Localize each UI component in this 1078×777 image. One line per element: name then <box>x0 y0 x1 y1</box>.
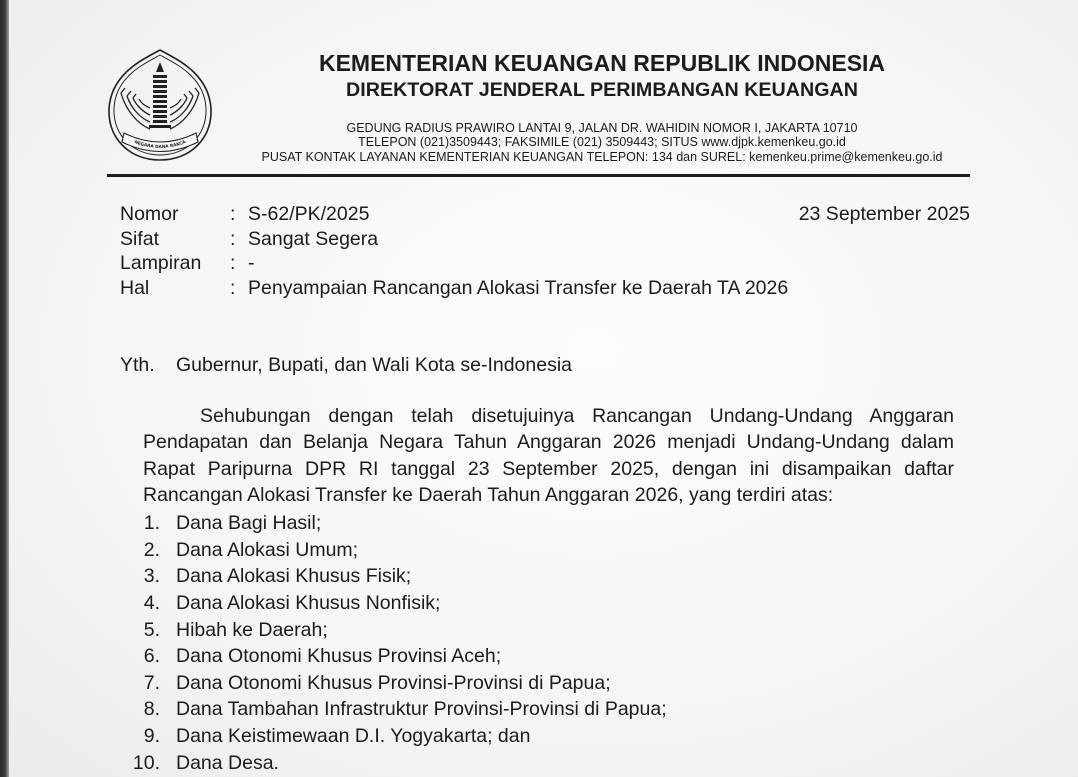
meta-separator: : <box>230 227 236 250</box>
list-item-text: Dana Bagi Hasil; <box>176 512 322 535</box>
paragraph-line: Rancangan Alokasi Transfer ke Daerah Tahun Anggaran 2026, yang terdiri atas: <box>143 484 834 507</box>
emblem-ribbon <box>122 133 198 152</box>
list-item-text: Dana Keistimewaan D.I. Yogyakarta; dan <box>176 725 531 748</box>
meta-value: S-62/PK/2025 <box>248 203 370 226</box>
list-item-number: 3. <box>143 565 160 588</box>
meta-separator: : <box>230 252 236 275</box>
meta-row-sifat <box>0 227 1078 250</box>
recipient-prefix: Yth. <box>120 354 155 377</box>
list-item-number: 1. <box>143 512 160 535</box>
list-item <box>0 594 1078 614</box>
meta-label: Nomor <box>120 203 179 226</box>
paragraph-line: Pendapatan dan Belanja Negara Tahun Anggaran 2026 menjadi Undang-Undang dalam <box>143 431 954 454</box>
meta-label: Hal <box>120 276 150 299</box>
list-item <box>0 514 1078 534</box>
list-item-text: Dana Desa. <box>176 751 279 774</box>
contact-center-line: PUSAT KONTAK LAYANAN KEMENTERIAN KEUANGAN TELEPON: 134 dan SUREL: kemenkeu.prime@kemenkeu.go.id <box>261 149 943 164</box>
list-item-number: 4. <box>143 592 160 615</box>
letter-date: 23 September 2025 <box>798 203 970 226</box>
list-item-text: Dana Tambahan Infrastruktur Provinsi-Provinsi di Papua; <box>176 698 667 721</box>
list-item-text: Dana Alokasi Khusus Nonfisik; <box>176 592 441 615</box>
list-item <box>0 647 1078 667</box>
meta-row-hal <box>0 276 1078 299</box>
emblem-tower <box>149 62 171 128</box>
meta-row-lampiran <box>0 254 1078 274</box>
paragraph-line: Rapat Paripurna DPR RI tanggal 23 September 2025, dengan ini disampaikan daftar <box>143 457 954 480</box>
ministry-title: KEMENTERIAN KEUANGAN REPUBLIK INDONESIA <box>318 49 886 76</box>
list-item-number: 5. <box>143 618 160 641</box>
list-item <box>0 700 1078 720</box>
emblem-motto: NEGARA DANA RAKCA <box>133 140 187 151</box>
list-item-number: 6. <box>143 645 160 668</box>
paragraph-line: Sehubungan dengan telah disetujuinya Rancangan Undang-Undang Anggaran <box>200 404 954 427</box>
list-item-number: 8. <box>143 698 160 721</box>
meta-separator: : <box>230 203 236 226</box>
list-item-number: 9. <box>143 725 160 748</box>
list-item-text: Hibah ke Daerah; <box>176 618 328 641</box>
list-item-text: Dana Alokasi Khusus Fisik; <box>176 565 412 588</box>
recipient-name: Gubernur, Bupati, dan Wali Kota se-Indonesia <box>176 354 573 377</box>
list-item-text: Dana Otonomi Khusus Provinsi Aceh; <box>176 645 502 668</box>
list-item <box>0 751 1078 774</box>
list-item-number: 7. <box>143 671 160 694</box>
letterhead-divider <box>107 174 970 177</box>
list-item <box>0 618 1078 641</box>
list-item <box>0 567 1078 587</box>
meta-value: - <box>248 252 255 275</box>
list-item <box>0 538 1078 561</box>
meta-row-nomor <box>0 205 1078 225</box>
address-line: GEDUNG RADIUS PRAWIRO LANTAI 9, JALAN DR. WAHIDIN NOMOR I, JAKARTA 10710 <box>346 120 858 135</box>
meta-value: Penyampaian Rancangan Alokasi Transfer ke Daerah TA 2026 <box>248 276 789 299</box>
list-item-number: 2. <box>143 538 160 561</box>
meta-label: Lampiran <box>120 252 202 275</box>
recipient <box>0 356 1078 376</box>
list-item-number: 10. <box>132 751 160 774</box>
list-item <box>0 671 1078 694</box>
list-item-text: Dana Otonomi Khusus Provinsi-Provinsi di Papua; <box>176 671 611 694</box>
list-item <box>0 727 1078 747</box>
meta-label: Sifat <box>120 227 160 250</box>
list-item-text: Dana Alokasi Umum; <box>176 538 359 561</box>
meta-value: Sangat Segera <box>248 227 379 250</box>
kemenkeu-emblem-icon <box>106 47 214 163</box>
meta-separator: : <box>230 276 236 299</box>
contact-line: TELEPON (021)3509443; FAKSIMILE (021) 3509443; SITUS www.djpk.kemenkeu.go.id <box>358 135 846 150</box>
directorate-title: DIREKTORAT JENDERAL PERIMBANGAN KEUANGAN <box>346 79 858 102</box>
